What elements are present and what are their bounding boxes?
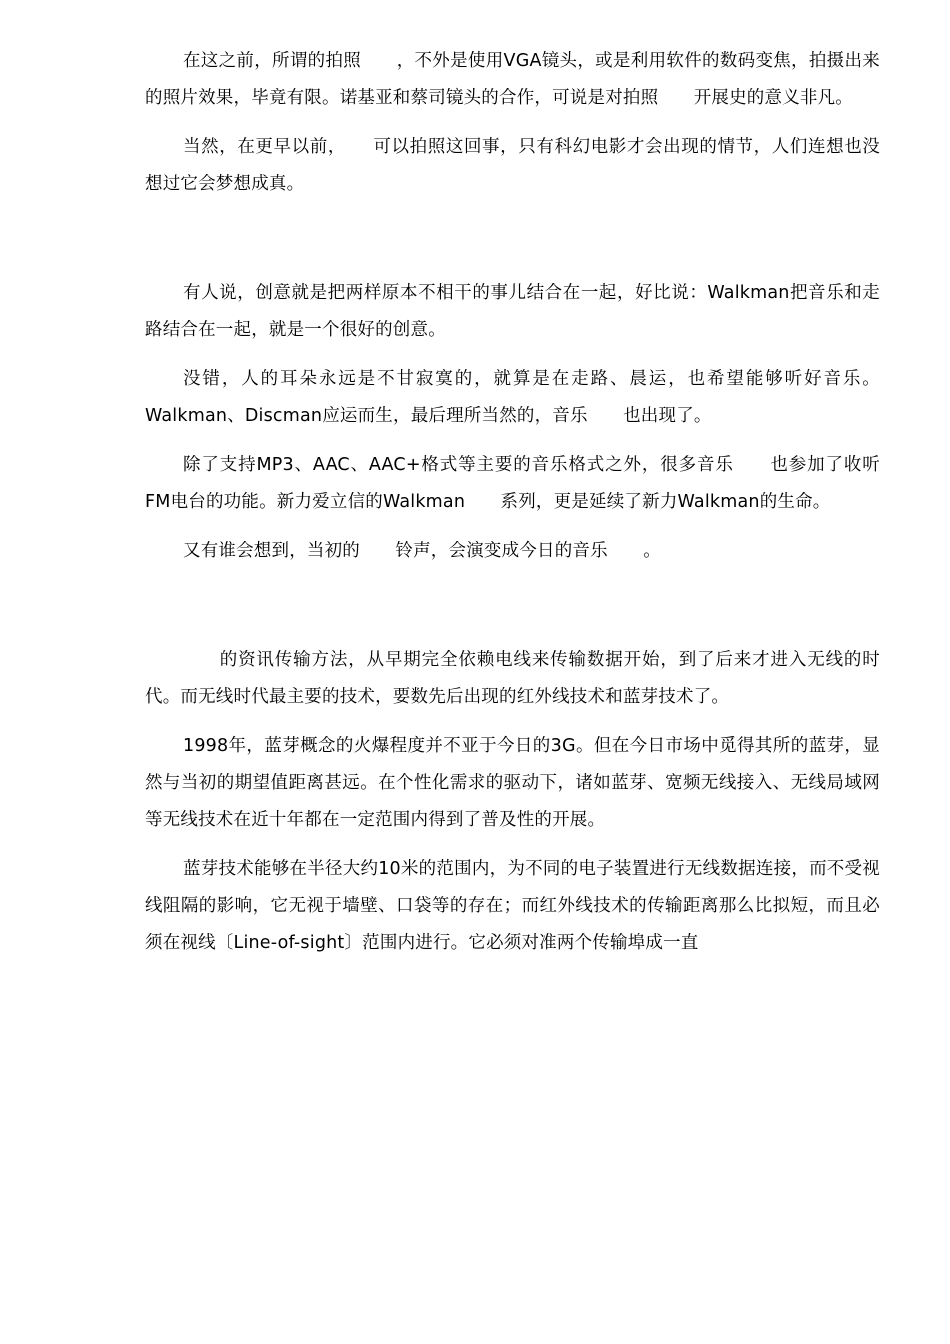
paragraph-music-formats: 除了支持MP3、AAC、AAC+格式等主要的音乐格式之外，很多音乐 也参加了收听FM电台的功能。新力爱立信的Walkman 系列，更是延续了新力Walkman的生命。 <box>145 455 880 512</box>
document-page <box>145 43 880 974</box>
paragraph-walkman-creativity: 有人说，创意就是把两样原本不相干的事儿结合在一起，好比说：Walkman把音乐和走路结合在一起，就是一个很好的创意。 <box>145 283 880 340</box>
paragraph-music-phone: 没错，人的耳朵永远是不甘寂寞的，就算是在走路、晨运，也希望能够听好音乐。Walkman、Discman应运而生，最后理所当然的，音乐 也出现了。 <box>145 369 880 426</box>
paragraph-wireless-era: 的资讯传输方法，从早期完全依赖电线来传输数据开始，到了后来才进入无线的时代。而无线时代最主要的技术，要数先后出现的红外线技术和蓝芽技术了。 <box>145 650 880 707</box>
paragraph-camera-history: 在这之前，所谓的拍照 ，不外是使用VGA镜头，或是利用软件的数码变焦，拍摄出来的照片效果，毕竟有限。诺基亚和蔡司镜头的合作，可说是对拍照 开展史的意义非凡。 <box>145 51 880 108</box>
paragraph-camera-scifi: 当然，在更早以前， 可以拍照这回事，只有科幻电影才会出现的情节，人们连想也没想过它会梦想成真。 <box>145 137 880 194</box>
paragraph-bluetooth-1998: 1998年，蓝芽概念的火爆程度并不亚于今日的3G。但在今日市场中觅得其所的蓝芽，显然与当初的期望值距离甚远。在个性化需求的驱动下，诸如蓝芽、宽频无线接入、无线局域网等无线技术在近十年都在一定范围内得到了普及性的开展。 <box>145 736 880 830</box>
section-divider <box>145 215 880 275</box>
paragraph-ringtone: 又有谁会想到，当初的 铃声，会演变成今日的音乐 。 <box>183 541 661 561</box>
paragraph-bluetooth-range: 蓝芽技术能够在半径大约10米的范围内，为不同的电子装置进行无线数据连接，而不受视线阻隔的影响，它无视于墙壁、口袋等的存在；而红外线技术的传输距离那么比拟短，而且必须在视线〔Line-of-sight〕范围内进行。它必须对准两个传输埠成一直 <box>145 859 880 953</box>
section-divider <box>145 582 880 642</box>
